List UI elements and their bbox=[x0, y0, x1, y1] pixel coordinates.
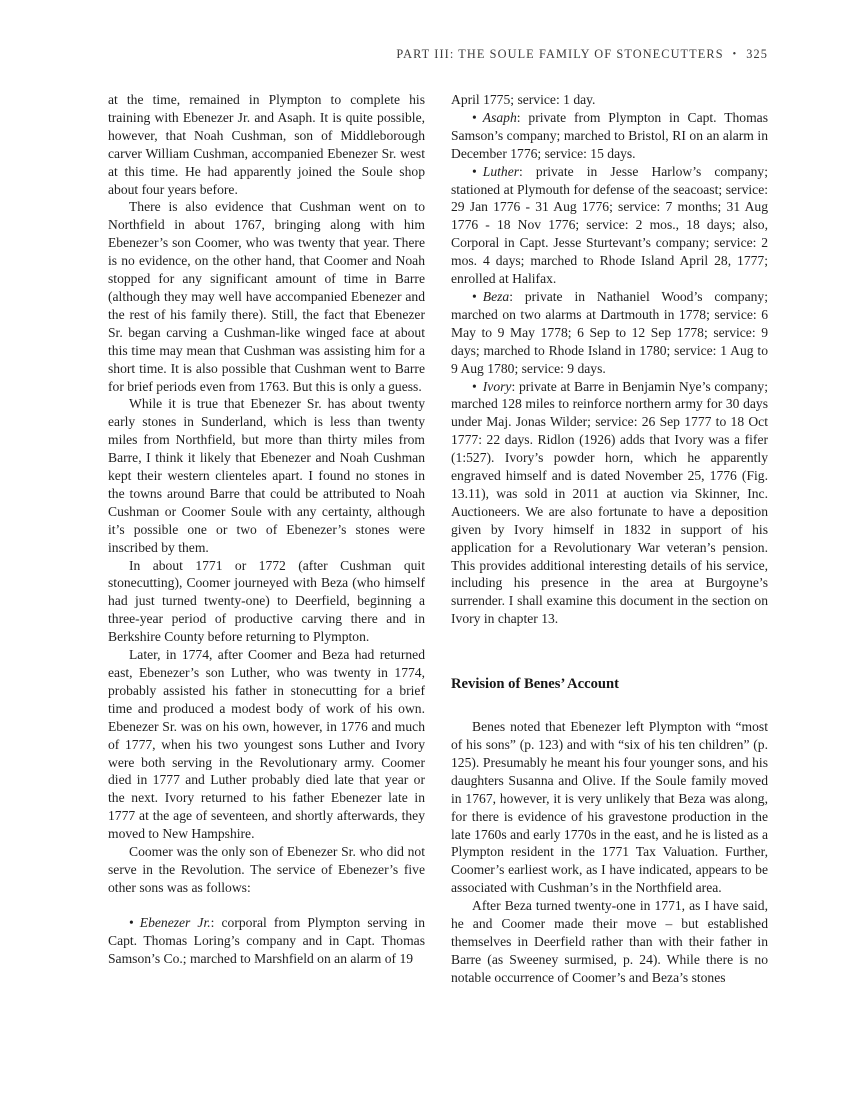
service-bullet-luther bbox=[451, 163, 768, 288]
left-column bbox=[108, 91, 425, 987]
page-number: 325 bbox=[746, 47, 768, 61]
soldier-name-asaph: Asaph bbox=[482, 109, 517, 125]
bullet-icon: • bbox=[472, 163, 477, 179]
service-bullet-asaph bbox=[451, 109, 768, 163]
soldier-name-luther: Luther bbox=[482, 163, 520, 179]
bullet-icon: • bbox=[472, 288, 477, 304]
running-header bbox=[396, 47, 768, 62]
paragraph-after-beza-turned: After Beza turned twenty-one in 1771, as I have said, he and Coomer made their move – but established themselves in Deerfield rather than with their father in Barre (as Sweeney surmised, p. 24). While there is no notable occurrence of Coomer’s and Beza’s stones bbox=[451, 898, 768, 985]
header-separator-dot: • bbox=[732, 49, 738, 60]
soldier-name-beza: Beza bbox=[482, 288, 510, 304]
service-record-beza: : private in Nathaniel Wood’s company; marched on two alarms at Dartmouth in 1778; service: 6 May to 9 May 1778; 6 Sep to 12 Sep 1778; service: 9 days; marched to Rhode Island in 1780; service: 1 Aug to 9 Aug 1780; service: 9 days. bbox=[451, 288, 768, 376]
paragraph-cushman-northfield: There is also evidence that Cushman went on to Northfield in about 1767, bringing along with him Ebenezer’s son Coomer, who was twenty that year. There is no evidence, on the other hand, that Coomer and Noah stopped for any significant amount of time in Barre (although they may well have accompanied Ebenezer and the rest of his family there). Still, the fact that Ebenezer Sr. began carving a Cushman-like winged face at about this time may mean that Cushman was assisting him for a short time. It is also possible that Cushman went to Barre for brief periods even from 1763. But this is only a guess. bbox=[108, 199, 425, 394]
paragraph-sunderland-stones: While it is true that Ebenezer Sr. has about twenty early stones in Sunderland, which is less than twenty miles from Northfield, but more than thirty miles from Barre, I think it likely that Ebenezer and Noah Cushman kept their western clienteles apart. I found no stones in the towns around Barre that could be attributed to Noah Cushman or Coomer Soule with any certainty, although it’s possible one or two of Ebenezer’s stones were inscribed by them. bbox=[108, 396, 425, 555]
part-title: PART III: THE SOULE FAMILY OF STONECUTTERS bbox=[396, 47, 724, 61]
bullet-icon: • bbox=[472, 109, 477, 125]
service-record-ebenezer-jr: : corporal from Plympton serving in Capt. Thomas Loring’s company and in Capt. Thomas Samson’s Co.; marched to Marshfield on an alarm of 19 bbox=[108, 914, 425, 966]
bullet-icon: • bbox=[472, 378, 477, 394]
service-record-luther: : private in Jesse Harlow’s company; stationed at Plymouth for defense of the seacoast; service: 29 Jan 1776 - 31 Aug 1776; service: 7 months; 31 Aug 1776 - 18 Nov 1776; service: 2 mos., 18 days; also, Corporal in Capt. Jesse Sturtevant’s company; service: 2 mos. 4 days; marched to Rhode Island April 28, 1777; enrolled at Halifax. bbox=[451, 163, 768, 287]
section-heading-revision-of-benes-account: Revision of Benes’ Account bbox=[451, 676, 619, 693]
paragraph-continuation-from-previous-page: at the time, remained in Plympton to complete his training with Ebenezer Jr. and Asaph. It is quite possible, however, that Noah Cushman, son of Middleborough carver William Cushman, accompanied Ebenezer Sr. west at this time. He had apparently joined the Soule shop about four years before. bbox=[108, 92, 425, 197]
soldier-name-ebenezer-jr: Ebenezer Jr. bbox=[139, 914, 211, 930]
service-bullet-ebenezer-jr bbox=[108, 914, 425, 968]
service-bullet-ivory bbox=[451, 378, 768, 629]
paragraph-benes-noted: Benes noted that Ebenezer left Plympton with “most of his sons” (p. 123) and with “six of his ten children” (p. 125). Presumably he meant his four younger sons, and his daughters Susanna and Olive. If the Soule family moved in 1767, however, it is very unlikely that Beza was along, for there is evidence of his gravestone production in the late 1760s and early 1770s in the east, and he is listed as a Plympton resident in the 1771 Tax Valuation. Further, Coomer’s earliest work, as I have indicated, appears to be associated with Cushman’s in the Northfield area. bbox=[451, 719, 768, 896]
text-columns bbox=[108, 91, 768, 987]
soldier-name-ivory: Ivory bbox=[482, 378, 512, 394]
paragraph-coomer-no-service: Coomer was the only son of Ebenezer Sr. who did not serve in the Revolution. The service of Ebenezer’s five other sons was as follows: bbox=[108, 844, 425, 895]
paragraph-luther-ivory-army: Later, in 1774, after Coomer and Beza had returned east, Ebenezer’s son Luther, who was twenty in 1774, probably assisted his father in stonecutting for a brief time and produced a modest body of work of his own. Ebenezer Sr. was on his own, however, in 1776 and much of 1777, when his two youngest sons Luther and Ivory were both serving in the Revolutionary army. Coomer died in 1777 and Luther probably died late that year or the next. Ivory returned to his father Ebenezer late in 1777 at the age of seventeen, and shortly afterwards, they moved to New Hampshire. bbox=[108, 647, 425, 842]
service-record-ivory: : private at Barre in Benjamin Nye’s company; marched 128 miles to reinforce northern army for 30 days under Maj. Jonas Wilder; service: 26 Sep 1777 to 18 Oct 1777: 22 days. Ridlon (1926) adds that Ivory was a fifer (1:527). Ivory’s powder horn, which he apparently engraved himself and is dated November 25, 1776 (Fig. 13.11), was sold in 2011 at auction via Skinner, Inc. Auctioneers. We are also fortunate to have a deposition given by Ivory himself in 1832 in support of his application for a Revolutionary War veteran’s pension. This provides additional interesting details of his service, including his presence in the area at Burgoyne’s surrender. I shall examine this document in the section on Ivory in chapter 13. bbox=[451, 378, 768, 627]
bullet-icon: • bbox=[129, 914, 134, 930]
right-column bbox=[451, 91, 768, 987]
bullet-continuation-ebenezer-jr: April 1775; service: 1 day. bbox=[451, 92, 596, 107]
service-record-asaph: : private from Plympton in Capt. Thomas Samson’s company; marched to Bristol, RI on an alarm in December 1776; service: 15 days. bbox=[451, 109, 768, 161]
paragraph-coomer-beza-deerfield: In about 1771 or 1772 (after Cushman quit stonecutting), Coomer journeyed with Beza (who himself had just turned twenty-one) to Deerfield, beginning a three-year period of productive carving there and in Berkshire County before returning to Plympton. bbox=[108, 557, 425, 645]
service-bullet-beza bbox=[451, 288, 768, 378]
